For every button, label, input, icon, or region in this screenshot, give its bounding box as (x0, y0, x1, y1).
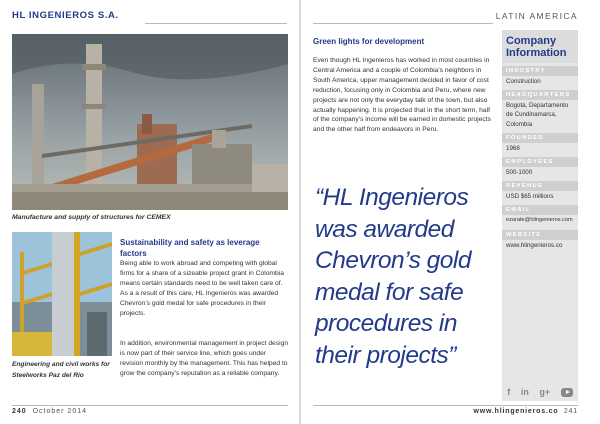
page-number: 240 (12, 408, 27, 415)
company-header: HL INGENIEROS S.A. (12, 10, 119, 21)
employees-value: 500-1000 (506, 169, 533, 177)
founded-value: 1968 (506, 144, 520, 152)
right-page (301, 0, 600, 424)
issue-date: October 2014 (32, 408, 87, 415)
section-heading-green-lights: Green lights for development (313, 37, 425, 46)
footer-rule (313, 405, 578, 406)
footer-website[interactable]: www.hlingenieros.co (473, 408, 559, 415)
left-footer (12, 408, 87, 415)
email-label: EMAIL (502, 205, 578, 215)
footer-rule (12, 405, 288, 406)
left-page (0, 0, 299, 424)
linkedin-icon[interactable]: in (520, 387, 529, 397)
website-value[interactable]: www.hlingenieros.co (506, 241, 563, 249)
body-paragraph: In addition, environmental management in project design is now part of their service line, which goes under revision monthly by the management. This has helped to grow the company’s reputation as a reliable company. (120, 340, 289, 377)
pull-quote: “HL Ingenieros was awarded Chevron’s gold medal for safe procedures in their projects” (315, 184, 471, 369)
email-value[interactable]: ezarate@hlingenieros.com (506, 217, 573, 224)
employees-label: EMPLOYEES (502, 157, 578, 167)
founded-label: FOUNDED (502, 133, 578, 143)
sidebar-title: Company Information (502, 30, 578, 63)
company-info-sidebar (502, 30, 578, 401)
section-heading-sustainability: Sustainability and safety as leverage factors (120, 238, 260, 258)
body-paragraph: Even though HL Ingenieros has worked in most countries in Central America and a couple of Colombia’s neighbors in South America, upper management decided in favor of cost reduction, focusing only in Colombia and Peru, where new projects are not only the everyday talk of the town, but also actually happening. It is projected that in the short term, half of the company’s income will be earned in domestic projects and the other half from endeavors in Peru. (313, 57, 491, 134)
industry-value: Construction (506, 78, 541, 85)
headquarters-value: Bogota, Departamento de Cundinamarca, Colombia (506, 102, 569, 128)
page-number: 241 (563, 408, 578, 415)
facebook-icon[interactable]: f (507, 387, 511, 397)
headquarters-label: HEADQUARTERS (502, 90, 578, 100)
youtube-icon[interactable] (561, 388, 573, 397)
cement-plant-photo (12, 34, 288, 210)
header-rule (145, 23, 287, 24)
revenue-label: REVENUE (502, 181, 578, 191)
header-rule (313, 23, 493, 24)
body-paragraph: Being able to work abroad and competing with global firms for a share of a sizeable project grant in Colombia means certain standards need to be well taken care of. As a a result of this care, HL Ingenieros was awarded Chevron’s gold medal for safe procedures in their projects. (120, 260, 284, 317)
industry-label: INDUSTRY (502, 66, 578, 76)
region-header: LATIN AMERICA (495, 11, 578, 21)
revenue-value: USD $65 millions (506, 193, 554, 201)
small-photo-caption: Engineering and civil works for Steelworks Paz del Rio (12, 361, 110, 379)
steelworks-photo (12, 232, 112, 356)
website-label: WEBSITE (502, 230, 578, 240)
right-footer (473, 408, 578, 415)
main-photo-caption: Manufacture and supply of structures for CEMEX (12, 214, 171, 221)
social-links (502, 387, 578, 397)
google-plus-icon[interactable]: g+ (539, 387, 551, 397)
